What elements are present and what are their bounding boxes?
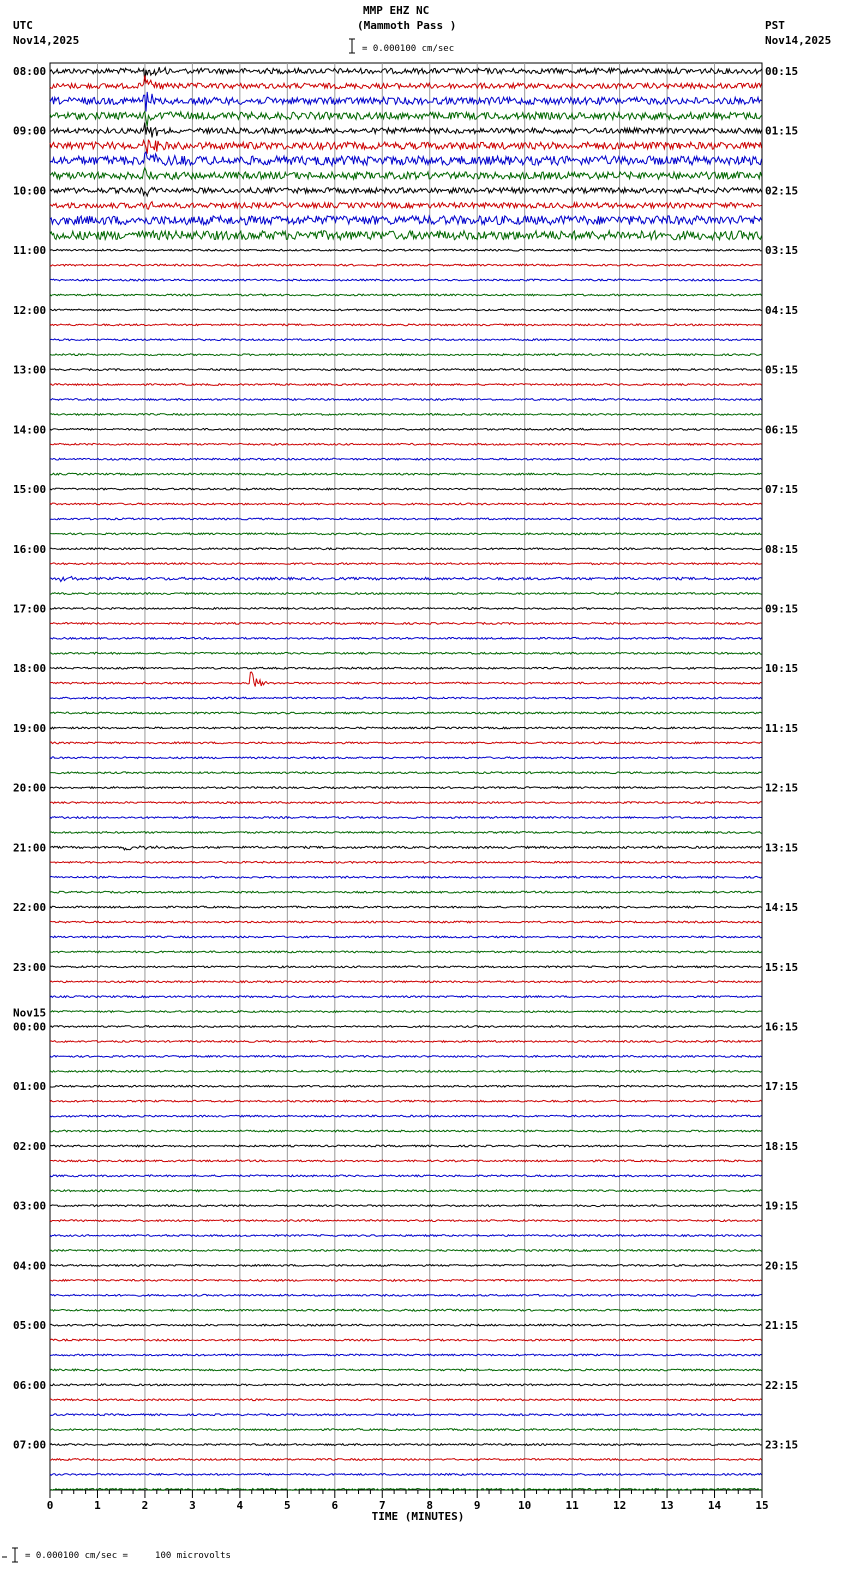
utc-hour-label: 10:00 (13, 184, 47, 198)
seismic-trace (50, 1011, 762, 1013)
seismic-trace (50, 1444, 762, 1446)
pst-hour-label: 05:15 (765, 363, 799, 377)
x-tick-label: 5 (284, 1499, 291, 1512)
seismic-trace (50, 697, 762, 699)
seismic-trace (50, 294, 762, 296)
seismic-trace (50, 458, 762, 460)
pst-hour-label: 02:15 (765, 184, 799, 198)
x-tick-label: 1 (94, 1499, 101, 1512)
seismic-trace (50, 518, 762, 520)
pst-hour-label: 11:15 (765, 721, 799, 735)
pst-hour-label: 23:15 (765, 1438, 799, 1452)
utc-hour-label: 20:00 (13, 781, 47, 795)
plot-frame (50, 63, 762, 1490)
seismic-trace (50, 652, 762, 654)
x-axis-label: TIME (MINUTES) (371, 1510, 465, 1523)
utc-hour-label: 05:00 (13, 1319, 47, 1333)
seismic-trace (50, 1085, 762, 1087)
utc-hour-label: 00:00 (13, 1020, 47, 1034)
footer-scale-text: = 0.000100 cm/sec = 100 microvolts (25, 1551, 231, 1561)
seismic-trace (50, 1220, 762, 1222)
seismic-trace (50, 772, 762, 774)
seismic-trace (50, 112, 762, 127)
seismic-trace (50, 593, 762, 595)
utc-hour-label: 13:00 (13, 363, 47, 377)
seismic-trace (50, 503, 762, 505)
seismic-trace (50, 1265, 762, 1267)
utc-hour-label: 08:00 (13, 65, 47, 78)
utc-hour-label: 18:00 (13, 662, 47, 676)
seismic-trace (50, 1384, 762, 1386)
pst-hour-label: 22:15 (765, 1378, 799, 1392)
seismic-trace (50, 1339, 762, 1341)
seismic-trace (50, 369, 762, 371)
seismic-trace (50, 727, 762, 729)
pst-hour-label: 18:15 (765, 1139, 799, 1153)
pst-hour-label: 04:15 (765, 303, 799, 317)
seismic-trace (50, 1145, 762, 1147)
seismic-trace (50, 832, 762, 834)
x-tick-label: 3 (189, 1499, 196, 1512)
seismic-trace (50, 473, 762, 475)
seismic-trace (50, 1294, 762, 1296)
utc-hour-label: 07:00 (13, 1438, 47, 1452)
seismic-trace (50, 324, 762, 326)
seismic-trace (50, 187, 762, 196)
seismic-trace (50, 1100, 762, 1102)
pst-hour-label: 03:15 (765, 244, 799, 258)
seismic-trace (50, 533, 762, 535)
utc-zone-label: UTC (13, 19, 33, 32)
seismic-trace (50, 75, 762, 89)
seismic-trace (50, 817, 762, 819)
x-tick-label: 6 (331, 1499, 339, 1512)
seismic-trace (50, 981, 762, 983)
pst-hour-label: 19:15 (765, 1199, 799, 1213)
pst-hour-label: 09:15 (765, 602, 799, 616)
seismic-trace (50, 637, 762, 639)
seismic-trace (50, 1056, 762, 1058)
seismic-trace (50, 1175, 762, 1177)
pst-hour-label: 08:15 (765, 542, 799, 556)
seismic-trace (50, 1115, 762, 1117)
utc-hour-label: 22:00 (13, 901, 47, 915)
x-tick-label: 4 (236, 1499, 244, 1512)
seismic-trace (50, 623, 762, 625)
utc-hour-label: 23:00 (13, 960, 47, 974)
seismic-trace (50, 428, 762, 430)
seismic-trace (50, 1399, 762, 1401)
seismic-trace (50, 1041, 762, 1043)
seismic-trace (50, 712, 762, 714)
pst-hour-label: 13:15 (765, 841, 799, 855)
utc-hour-label: 21:00 (13, 841, 47, 855)
utc-hour-label: 14:00 (13, 423, 47, 437)
seismic-trace (50, 1026, 762, 1028)
pst-zone-label: PST (765, 19, 785, 32)
x-tick-label: 7 (378, 1499, 386, 1512)
seismic-trace (50, 339, 762, 341)
utc-hour-label: 12:00 (13, 303, 47, 317)
utc-hour-label: 01:00 (13, 1080, 47, 1094)
seismic-trace (50, 861, 762, 863)
seismic-trace (50, 1309, 762, 1311)
pst-hour-label: 07:15 (765, 483, 799, 497)
utc-hour-label: 17:00 (13, 602, 47, 616)
seismic-trace (50, 249, 762, 251)
seismic-trace (50, 1190, 762, 1192)
x-tick-label: 8 (426, 1499, 434, 1512)
utc-hour-label: 02:00 (13, 1139, 47, 1153)
seismic-trace (50, 846, 762, 850)
pst-hour-label: 21:15 (765, 1319, 799, 1333)
seismic-trace (50, 264, 762, 266)
seismic-trace (50, 936, 762, 938)
pst-hour-label: 14:15 (765, 901, 799, 915)
seismic-trace (50, 742, 762, 744)
seismic-trace (50, 891, 762, 893)
utc-hour-label: 03:00 (13, 1199, 47, 1213)
seismic-trace (50, 1414, 762, 1416)
seismic-trace (50, 1130, 762, 1132)
seismic-trace (50, 202, 762, 210)
seismic-trace (50, 216, 762, 225)
seismic-trace (50, 1070, 762, 1072)
seismic-trace (50, 399, 762, 401)
pst-hour-label: 12:15 (765, 781, 799, 795)
pst-hour-label: 06:15 (765, 423, 799, 437)
seismic-trace (50, 1354, 762, 1356)
seismic-trace (50, 1205, 762, 1207)
seismic-trace (50, 384, 762, 386)
seismic-trace (50, 1459, 762, 1461)
seismic-trace (50, 279, 762, 281)
seismic-trace (50, 123, 762, 138)
x-tick-label: 12 (612, 1499, 627, 1512)
station-location: (Mammoth Pass ) (357, 19, 457, 32)
x-tick-label: 13 (660, 1499, 674, 1512)
x-tick-label: 0 (46, 1499, 54, 1512)
seismic-trace (50, 563, 762, 565)
x-tick-label: 14 (707, 1499, 722, 1512)
utc-hour-label: 19:00 (13, 721, 47, 735)
seismic-trace (50, 1279, 762, 1281)
seismic-trace (50, 966, 762, 968)
seismic-trace (50, 1474, 762, 1476)
seismic-trace (50, 802, 762, 804)
x-tick-label: 9 (473, 1499, 481, 1512)
pst-hour-label: 10:15 (765, 662, 799, 676)
seismic-trace (50, 548, 762, 550)
seismic-trace (50, 231, 762, 240)
seismic-trace (50, 667, 762, 669)
seismic-trace (50, 354, 762, 356)
seismic-trace (50, 1235, 762, 1237)
utc-hour-label: 16:00 (13, 542, 47, 556)
seismic-trace (50, 576, 762, 581)
utc-hour-label: 09:00 (13, 124, 47, 138)
seismic-trace (50, 168, 762, 180)
seismic-trace (50, 1369, 762, 1371)
pst-hour-label: 15:15 (765, 960, 799, 974)
date-change-label: Nov15 (13, 1006, 47, 1020)
utc-hour-label: 11:00 (13, 244, 47, 258)
footer-scale-bar-icon (2, 1548, 18, 1562)
seismic-trace (50, 757, 762, 759)
station-title: MMP EHZ NC (363, 4, 430, 17)
pst-hour-label: 00:15 (765, 65, 799, 78)
pst-date-label: Nov14,2025 (765, 34, 832, 47)
x-tick-label: 15 (755, 1499, 769, 1512)
seismic-trace (50, 443, 762, 445)
x-tick-label: 2 (141, 1499, 149, 1512)
seismic-trace (50, 488, 762, 490)
seismic-trace (50, 921, 762, 923)
seismic-trace (50, 309, 762, 311)
utc-hour-label: 15:00 (13, 483, 47, 497)
seismic-trace (50, 906, 762, 909)
seismic-trace (50, 608, 762, 610)
utc-hour-label: 04:00 (13, 1259, 47, 1273)
seismic-trace (50, 1324, 762, 1326)
seismic-trace (50, 1429, 762, 1431)
x-tick-label: 11 (565, 1499, 579, 1512)
scale-label: = 0.000100 cm/sec (362, 44, 455, 54)
seismic-trace (50, 996, 762, 998)
pst-hour-label: 16:15 (765, 1020, 799, 1034)
seismic-trace (50, 1250, 762, 1252)
utc-date-label: Nov14,2025 (13, 34, 80, 47)
scale-bar-icon (349, 39, 355, 53)
x-tick-label: 10 (518, 1499, 532, 1512)
pst-hour-label: 01:15 (765, 124, 799, 138)
utc-hour-label: 06:00 (13, 1378, 47, 1392)
seismic-trace (50, 414, 762, 416)
seismic-trace (50, 672, 762, 686)
seismic-trace (50, 876, 762, 878)
seismic-trace (50, 152, 762, 166)
pst-hour-label: 20:15 (765, 1259, 799, 1273)
seismic-trace (50, 951, 762, 953)
seismic-trace (50, 1160, 762, 1162)
pst-hour-label: 17:15 (765, 1080, 799, 1094)
seismic-trace (50, 92, 762, 112)
seismic-trace (50, 787, 762, 789)
seismic-trace (50, 140, 762, 154)
seismic-trace (50, 67, 762, 81)
